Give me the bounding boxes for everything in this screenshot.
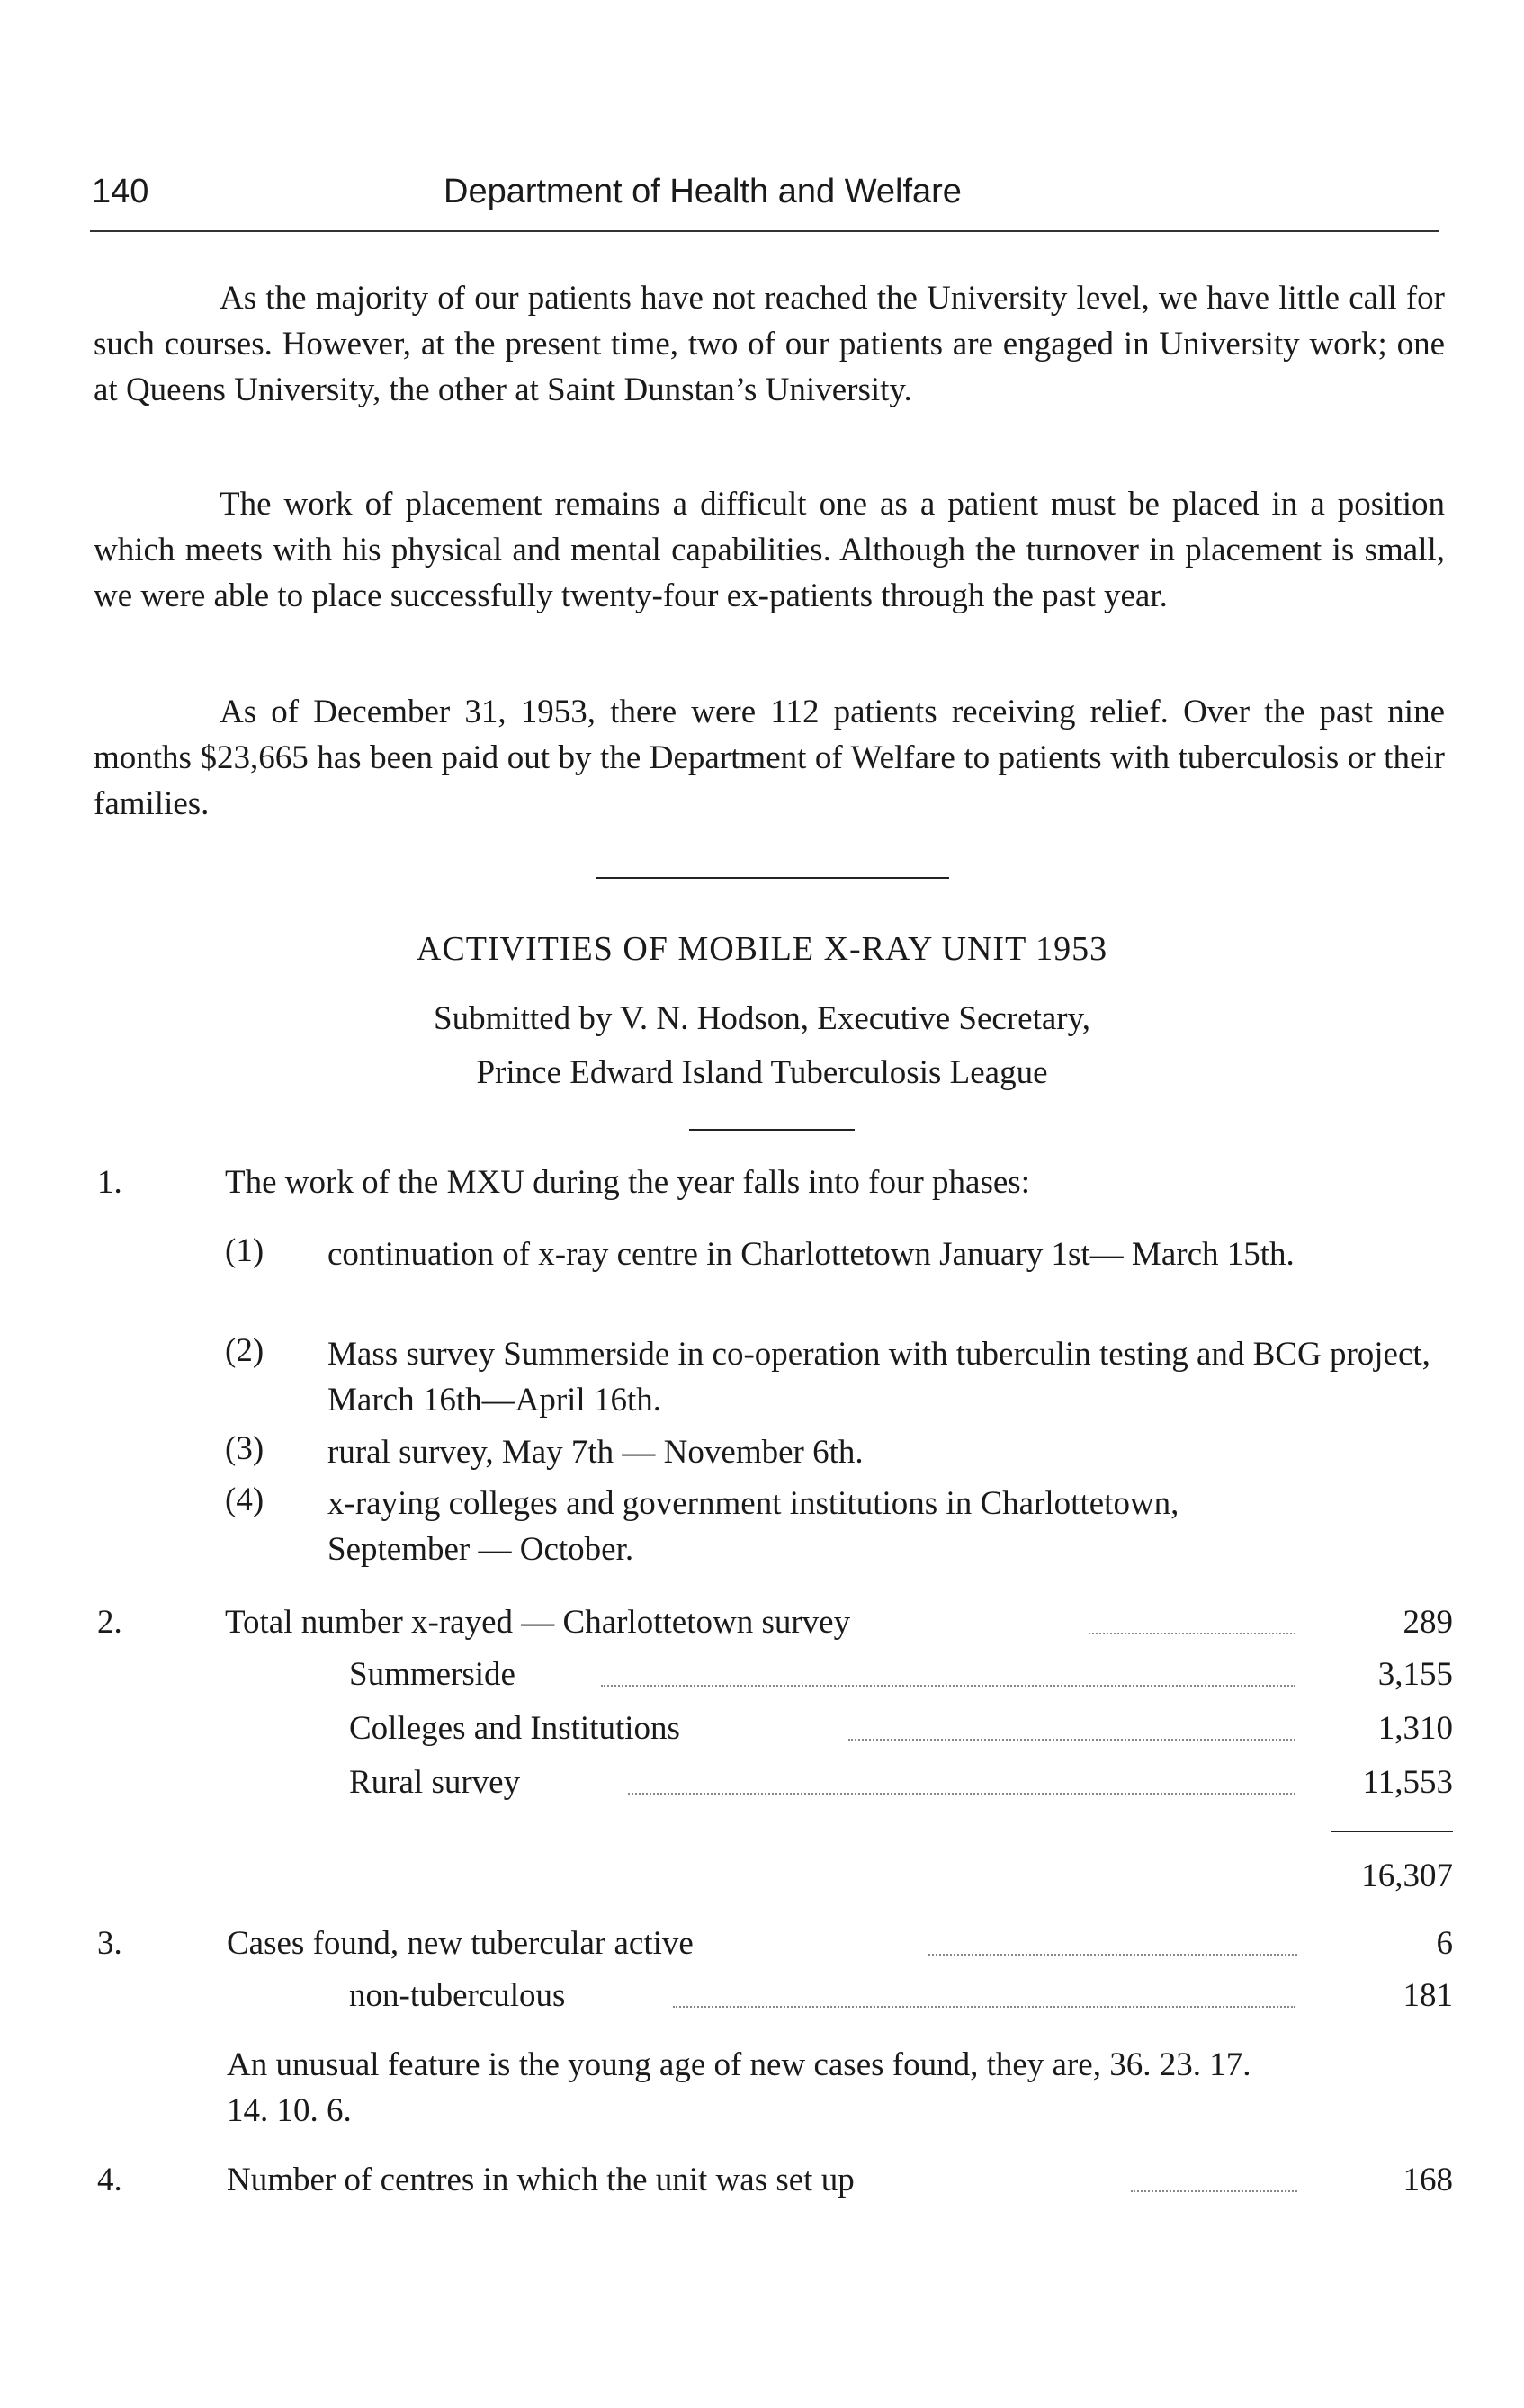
- byline-divider: [689, 1129, 855, 1131]
- tally-row-colleges: [349, 1709, 1453, 1754]
- tally-row-charlottetown: [225, 1603, 1453, 1648]
- row-value: 3,155: [1377, 1656, 1453, 1693]
- phase-number: (1): [225, 1232, 264, 1269]
- phase-text: continuation of x-ray centre in Charlottetown January 1st— March 15th.: [327, 1236, 1295, 1273]
- phase-text: x-raying colleges and government institutions in Charlottetown, September — October.: [327, 1485, 1179, 1568]
- leader-dots: [628, 1790, 1295, 1795]
- row-label: non-tuberculous: [349, 1976, 574, 2015]
- item-text-1: The work of the MXU during the year falls into four phases:: [225, 1164, 1030, 1201]
- phase-number: (2): [225, 1332, 264, 1369]
- row-value: 11,553: [1362, 1764, 1453, 1801]
- row-label: Rural survey: [349, 1763, 529, 1802]
- leader-dots: [601, 1682, 1295, 1687]
- row-label: Cases found, new tubercular active: [227, 1924, 703, 1963]
- centres-row: [227, 2161, 1453, 2206]
- item-number-4: 4.: [97, 2162, 122, 2198]
- leader-dots: [1131, 2188, 1297, 2192]
- page-header: [90, 173, 1439, 223]
- phase-number: (3): [225, 1430, 264, 1467]
- item-number-2: 2.: [97, 1604, 122, 1641]
- row-value: 1,310: [1377, 1710, 1453, 1747]
- total-x-rayed: 16,307: [1361, 1857, 1453, 1894]
- cases-row-nontuberculous: [349, 1976, 1453, 2021]
- paragraph-relief: As of December 31, 1953, there were 112 patients receiving relief. Over the past nine months $23,665 has been paid out by the Department of Welfare to patients with tuberculosis or their families.: [94, 694, 1445, 822]
- row-value: 289: [1403, 1604, 1453, 1641]
- phase-text: Mass survey Summerside in co-operation with tuberculin testing and BCG project, March 16th—April 16th.: [327, 1336, 1430, 1419]
- paragraph-placement: The work of placement remains a difficult one as a patient must be placed in a position which meets with his physical and mental capabilities. Although the turnover in placement is small, we were able to place successfully twenty-four ex-patients through the past year.: [94, 486, 1445, 614]
- sum-rule: [1331, 1831, 1453, 1832]
- item-number-3: 3.: [97, 1925, 122, 1962]
- cases-row-active: [227, 1924, 1453, 1969]
- row-value: 6: [1436, 1925, 1453, 1962]
- leader-dots: [673, 2003, 1295, 2008]
- leader-dots: [928, 1951, 1297, 1956]
- running-title: Department of Health and Welfare: [444, 173, 962, 210]
- row-value: 168: [1403, 2162, 1453, 2198]
- ages-note: An unusual feature is the young age of new cases found, they are, 36. 23. 17. 14. 10. 6.: [227, 2046, 1251, 2129]
- section-title: ACTIVITIES OF MOBILE X-RAY UNIT 1953: [416, 930, 1108, 968]
- paragraph-university: As the majority of our patients have not reached the University level, we have little call for such courses. However, at the present time, two of our patients are engaged in University work; one at Queens University, the other at Saint Dunstan’s University.: [94, 280, 1445, 408]
- header-rule: [90, 230, 1439, 232]
- phase-text: rural survey, May 7th — November 6th.: [327, 1434, 864, 1471]
- row-label: Colleges and Institutions: [349, 1709, 689, 1748]
- byline-organization: Prince Edward Island Tuberculosis League: [476, 1054, 1048, 1091]
- byline-author: Submitted by V. N. Hodson, Executive Secretary,: [434, 1000, 1090, 1037]
- leader-dots: [1089, 1630, 1295, 1634]
- row-label: Summerside: [349, 1655, 524, 1694]
- tally-row-summerside: [349, 1655, 1453, 1700]
- page-number: 140: [92, 173, 149, 210]
- row-value: 181: [1403, 1977, 1453, 2014]
- item-number-1: 1.: [97, 1164, 122, 1201]
- row-label: Total number x-rayed — Charlottetown survey: [225, 1603, 859, 1642]
- phase-number: (4): [225, 1482, 264, 1518]
- tally-row-rural: [349, 1763, 1453, 1808]
- leader-dots: [848, 1736, 1295, 1741]
- row-label: Number of centres in which the unit was set up: [227, 2161, 864, 2199]
- section-divider: [596, 877, 949, 879]
